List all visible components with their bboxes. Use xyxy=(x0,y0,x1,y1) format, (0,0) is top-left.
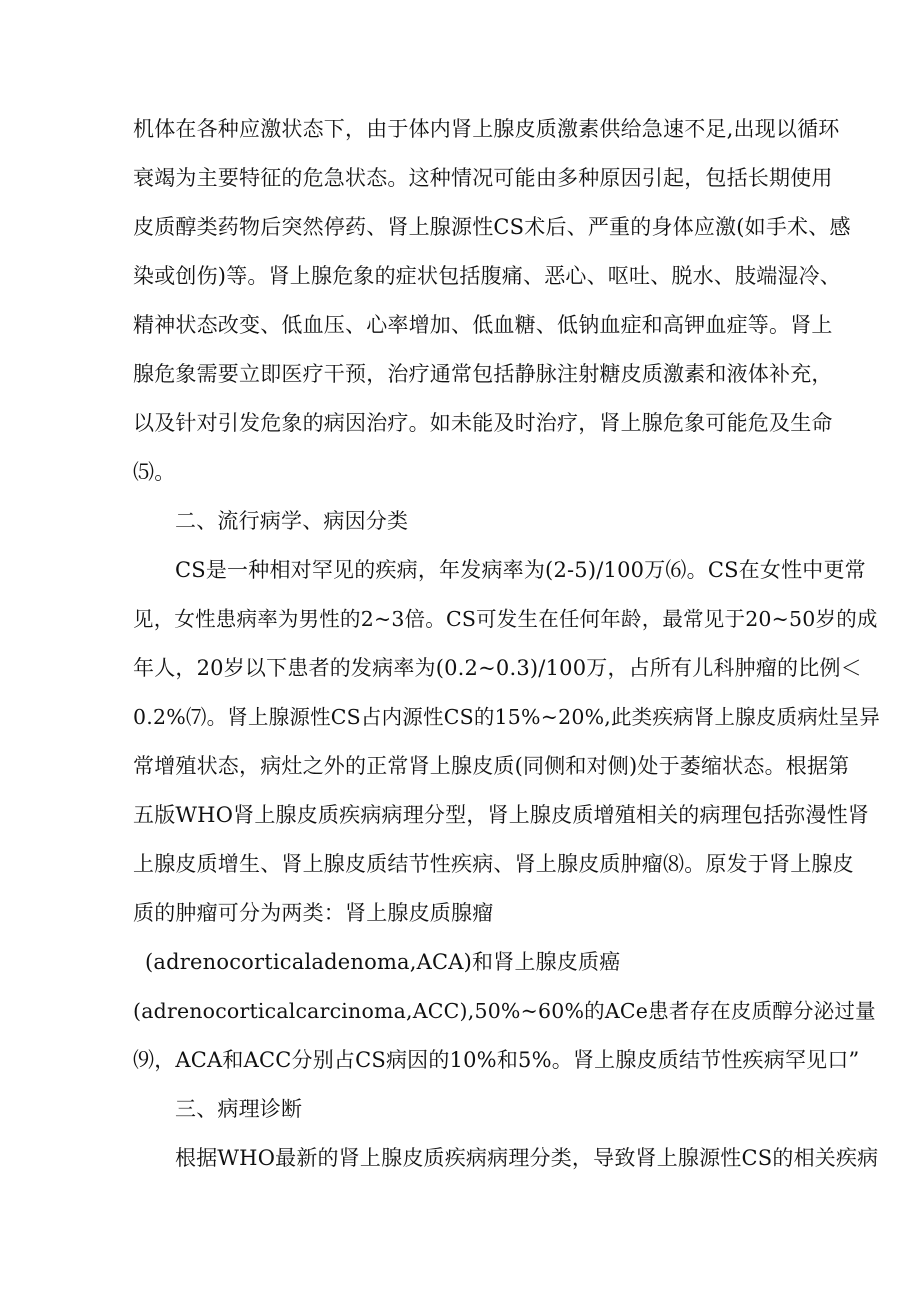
paragraph-1-line-6: 腺危象需要立即医疗干预，治疗通常包括静脉注射糖皮质激素和液体补充， xyxy=(133,362,833,386)
paragraph-2-line-11: ⑼，ACA和ACC分别占CS病因的10%和5%。肾上腺皮质结节性疾病罕见口” xyxy=(133,1048,860,1072)
paragraph-1-line-2: 衰竭为主要特征的危急状态。这种情况可能由多种原因引起，包括长期使用 xyxy=(133,166,833,190)
paragraph-1-line-4: 染或创伤)等。肾上腺危象的症状包括腹痛、恶心、呕吐、脱水、肢端湿冷、 xyxy=(133,264,841,288)
paragraph-1-line-8: ⑸。 xyxy=(133,460,176,484)
paragraph-2-line-5: 常增殖状态，病灶之外的正常肾上腺皮质(同侧和对侧)处于萎缩状态。根据第 xyxy=(133,754,850,778)
paragraph-2-line-4: 0.2%⑺。肾上腺源性CS占内源性CS的15%~20%,此类疾病肾上腺皮质病灶呈异 xyxy=(133,705,881,729)
paragraph-2-line-10: (adrenocorticalcarcinoma,ACC),50%~60%的ACe患者存在皮质醇分泌过量 xyxy=(133,999,876,1023)
paragraph-2-line-7: 上腺皮质增生、肾上腺皮质结节性疾病、肾上腺皮质肿瘤⑻。原发于肾上腺皮 xyxy=(133,852,854,876)
paragraph-1-line-3: 皮质醇类药物后突然停药、肾上腺源性CS术后、严重的身体应激(如手术、感 xyxy=(133,215,851,239)
paragraph-2-line-3: 年人，20岁以下患者的发病率为(0.2~0.3)/100万，占所有儿科肿瘤的比例＜ xyxy=(133,656,862,680)
paragraph-3-line-1: 根据WHO最新的肾上腺皮质疾病病理分类，导致肾上腺源性CS的相关疾病 xyxy=(175,1146,879,1170)
paragraph-1-line-1: 机体在各种应激状态下，由于体内肾上腺皮质激素供给急速不足,出现以循环 xyxy=(133,117,840,141)
paragraph-1-line-5: 精神状态改变、低血压、心率增加、低血糖、低钠血症和高钾血症等。肾上 xyxy=(133,313,833,337)
paragraph-2-line-6: 五版WHO肾上腺皮质疾病病理分型，肾上腺皮质增殖相关的病理包括弥漫性肾 xyxy=(133,803,870,827)
paragraph-1-line-7: 以及针对引发危象的病因治疗。如未能及时治疗，肾上腺危象可能危及生命 xyxy=(133,411,833,435)
paragraph-2-line-1: CS是一种相对罕见的疾病，年发病率为(2-5)/100万⑹。CS在女性中更常 xyxy=(175,558,866,582)
paragraph-2-line-9: (adrenocorticaladenoma,ACA)和肾上腺皮质癌 xyxy=(145,950,621,974)
paragraph-2-line-8: 质的肿瘤可分为两类：肾上腺皮质腺瘤 xyxy=(133,901,494,925)
section-3-heading: 三、病理诊断 xyxy=(175,1097,303,1121)
section-2-heading: 二、流行病学、病因分类 xyxy=(175,509,409,533)
paragraph-2-line-2: 见，女性患病率为男性的2~3倍。CS可发生在任何年龄，最常见于20~50岁的成 xyxy=(133,607,878,631)
